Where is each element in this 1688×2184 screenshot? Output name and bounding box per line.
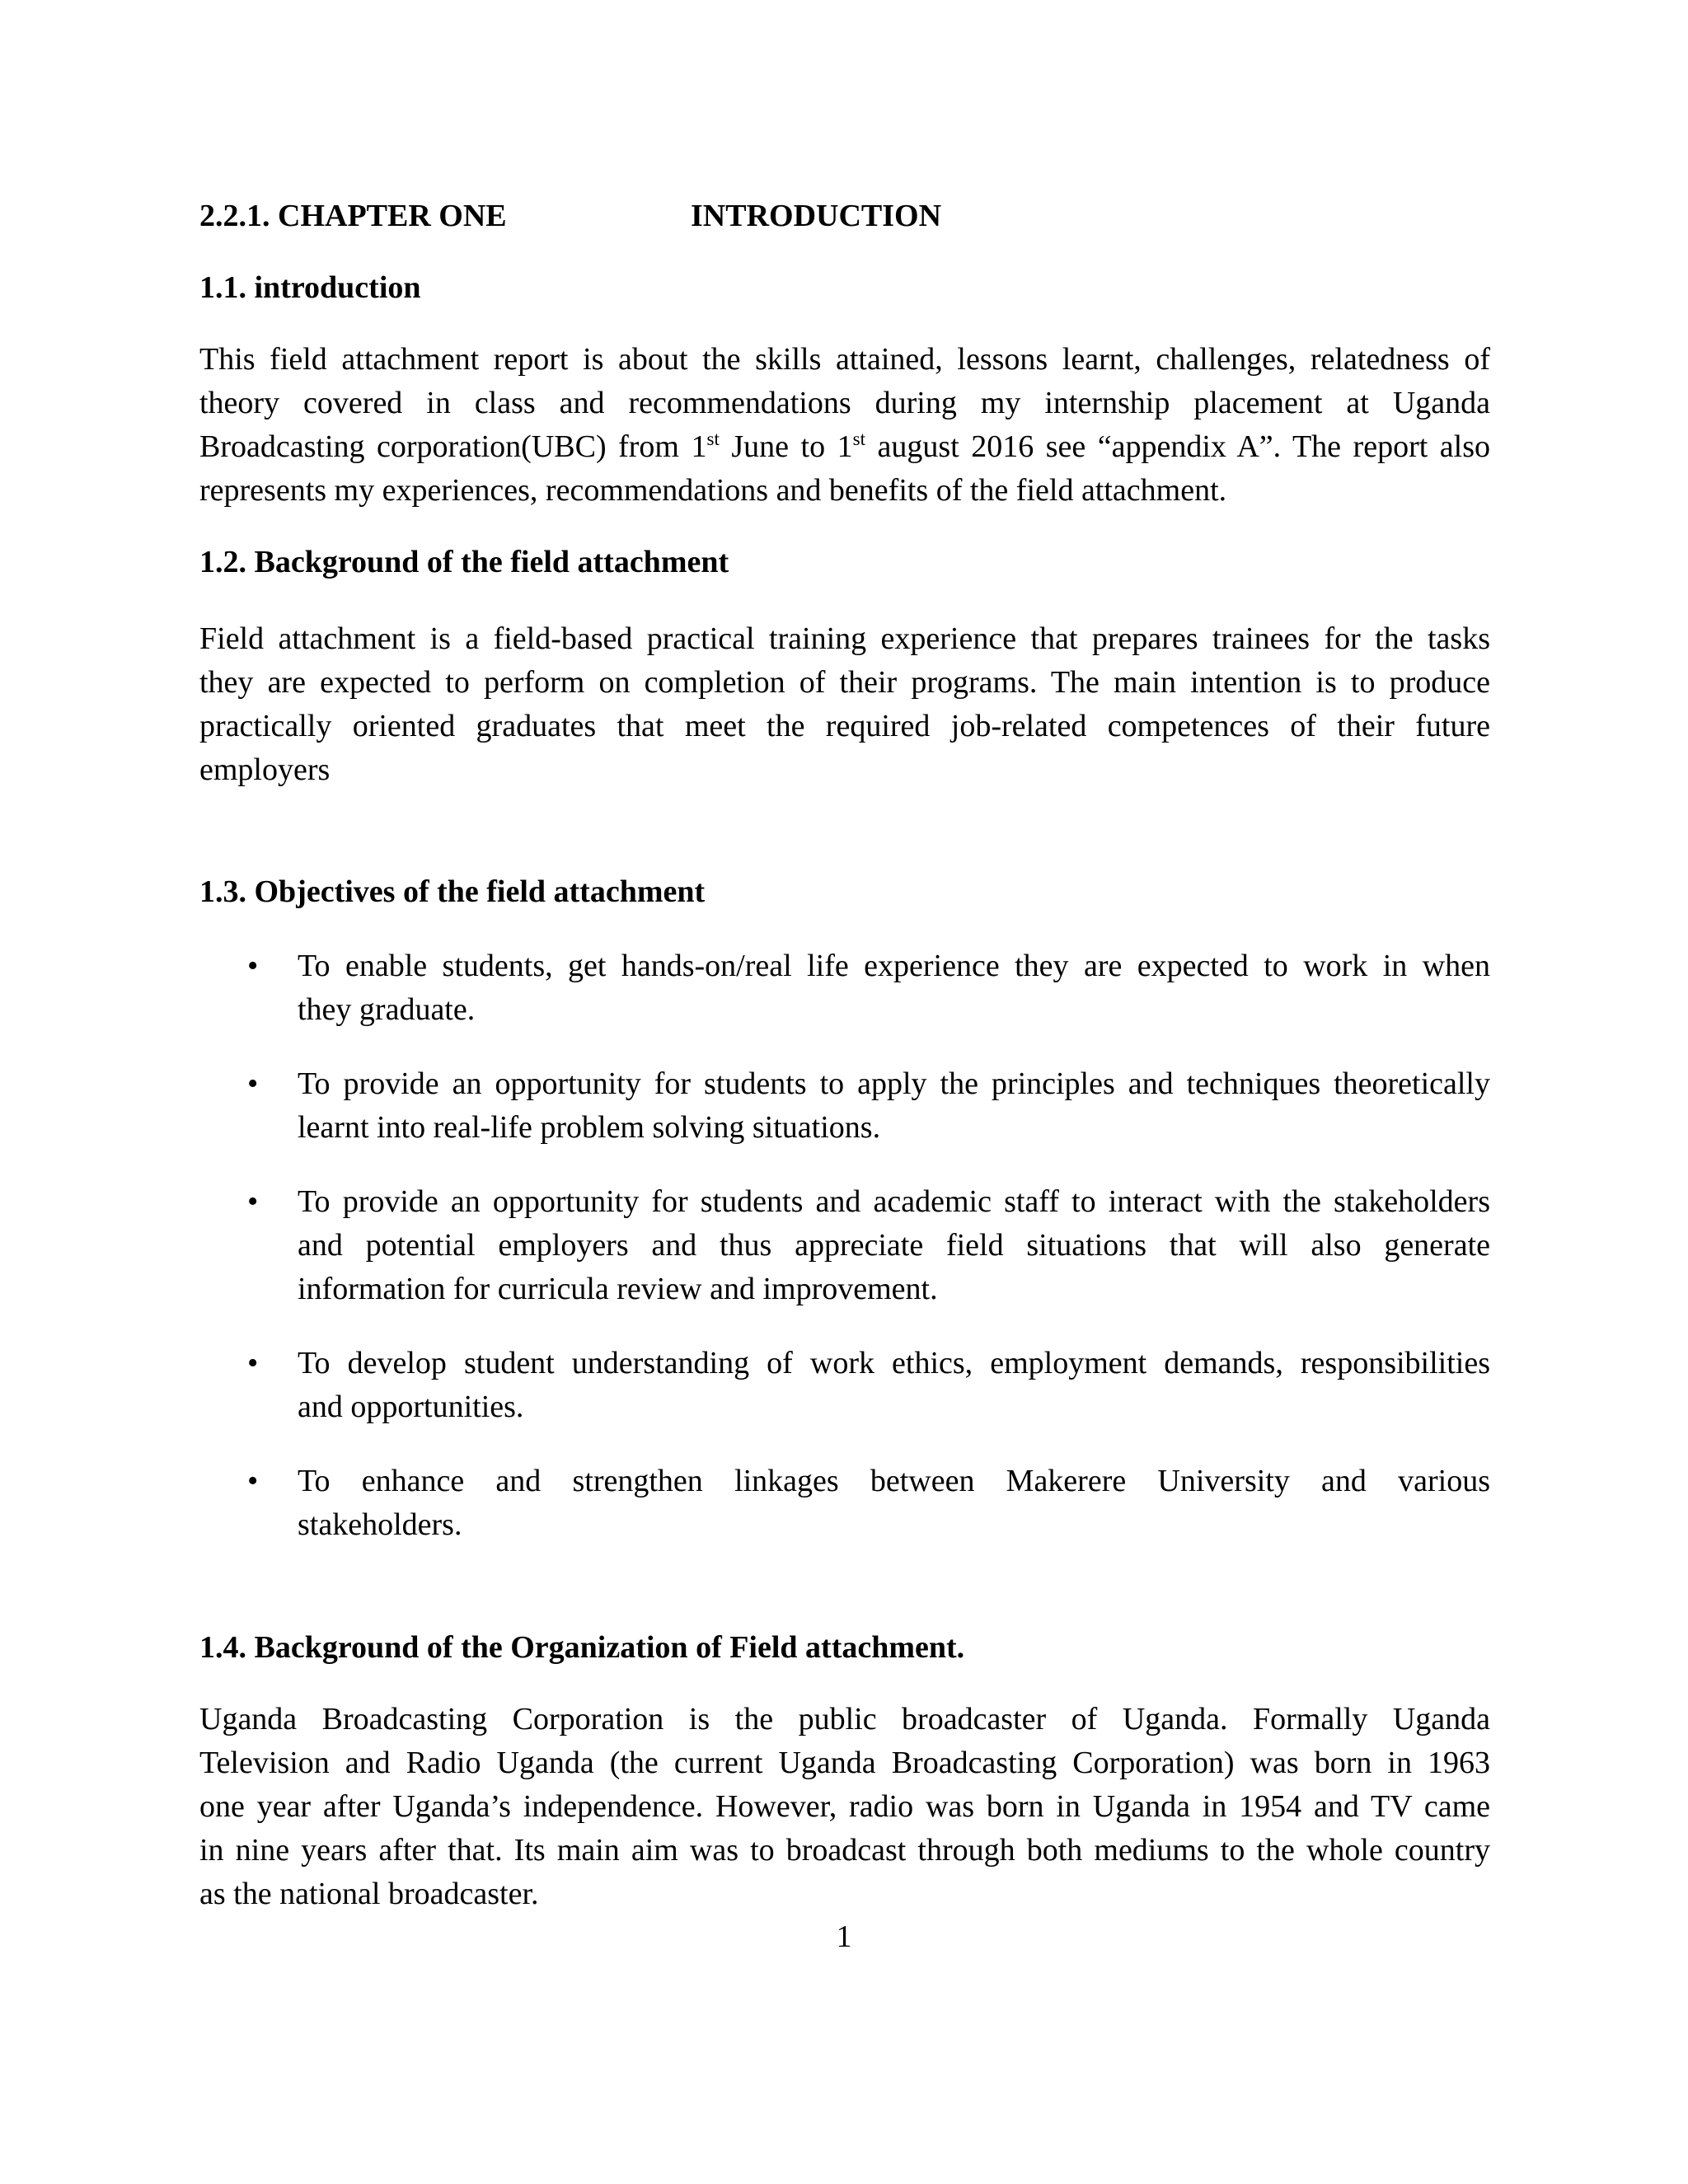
objective-2-line-2: learnt into real-life problem solving situations. bbox=[298, 1110, 881, 1145]
section-1-2-line-3: practically oriented graduates that meet the required job-related competences of their future bbox=[199, 709, 1490, 743]
section-1-1-line-3 bbox=[199, 425, 1490, 468]
objective-5-line-1: To enhance and strengthen linkages between Makerere University and various bbox=[298, 1464, 1490, 1498]
section-1-1-title: 1.1. introduction bbox=[199, 270, 421, 305]
section-1-4-line-3: one year after Uganda’s independence. However, radio was born in Uganda in 1954 and TV came bbox=[199, 1789, 1490, 1824]
section-1-4-line-5: as the national broadcaster. bbox=[199, 1877, 539, 1911]
section-1-4-title: 1.4. Background of the Organization of Field attachment. bbox=[199, 1630, 965, 1665]
section-1-2-line-4: employers bbox=[199, 752, 331, 787]
objective-2-line-1: To provide an opportunity for students to apply the principles and techniques theoretically bbox=[298, 1066, 1490, 1101]
line-3-part-a: Broadcasting corporation(UBC) from 1 bbox=[199, 429, 707, 464]
page-number: 1 bbox=[836, 1919, 852, 1954]
objective-4-line-2: and opportunities. bbox=[298, 1390, 524, 1424]
section-1-2-title: 1.2. Background of the field attachment bbox=[199, 545, 729, 579]
section-1-2-line-1: Field attachment is a field-based practical training experience that prepares trainees for the tasks bbox=[199, 621, 1490, 656]
section-1-1-line-2: theory covered in class and recommendations during my internship placement at Uganda bbox=[199, 386, 1490, 420]
line-3-part-c: august 2016 see “appendix A”. The report also bbox=[865, 429, 1491, 464]
bullet-point: • bbox=[247, 1346, 259, 1380]
bullet-point: • bbox=[247, 949, 259, 983]
bullet-point: • bbox=[247, 1184, 259, 1219]
section-1-1-line-4: represents my experiences, recommendations and benefits of the field attachment. bbox=[199, 473, 1227, 508]
objective-3-line-3: information for curricula review and improvement. bbox=[298, 1272, 938, 1306]
section-1-3-title: 1.3. Objectives of the field attachment bbox=[199, 874, 706, 909]
bullet-point: • bbox=[247, 1066, 259, 1101]
section-1-1-line-1: This field attachment report is about the skills attained, lessons learnt, challenges, relatedness of bbox=[199, 342, 1490, 377]
superscript-st: st bbox=[852, 429, 865, 449]
objective-4-line-1: To develop student understanding of work ethics, employment demands, responsibilities bbox=[298, 1346, 1490, 1380]
chapter-title: INTRODUCTION bbox=[691, 199, 942, 233]
section-1-4-line-1: Uganda Broadcasting Corporation is the public broadcaster of Uganda. Formally Uganda bbox=[199, 1702, 1490, 1736]
objective-3-line-1: To provide an opportunity for students and academic staff to interact with the stakeholders bbox=[298, 1184, 1490, 1219]
section-1-2-line-2: they are expected to perform on completion of their programs. The main intention is to produce bbox=[199, 665, 1490, 700]
line-3-part-b: June to 1 bbox=[719, 429, 853, 464]
superscript-st: st bbox=[706, 429, 720, 449]
section-1-4-line-4: in nine years after that. Its main aim was to broadcast through both mediums to the whole country bbox=[199, 1833, 1490, 1868]
chapter-number: 2.2.1. CHAPTER ONE bbox=[199, 199, 507, 233]
objective-5-line-2: stakeholders. bbox=[298, 1507, 462, 1542]
bullet-point: • bbox=[247, 1464, 259, 1498]
section-1-4-line-2: Television and Radio Uganda (the current Uganda Broadcasting Corporation) was born in 1963 bbox=[199, 1746, 1490, 1780]
objective-3-line-2: and potential employers and thus appreciate field situations that will also generate bbox=[298, 1228, 1490, 1263]
objective-1-line-1: To enable students, get hands-on/real life experience they are expected to work in when bbox=[298, 949, 1490, 983]
objective-1-line-2: they graduate. bbox=[298, 992, 476, 1027]
